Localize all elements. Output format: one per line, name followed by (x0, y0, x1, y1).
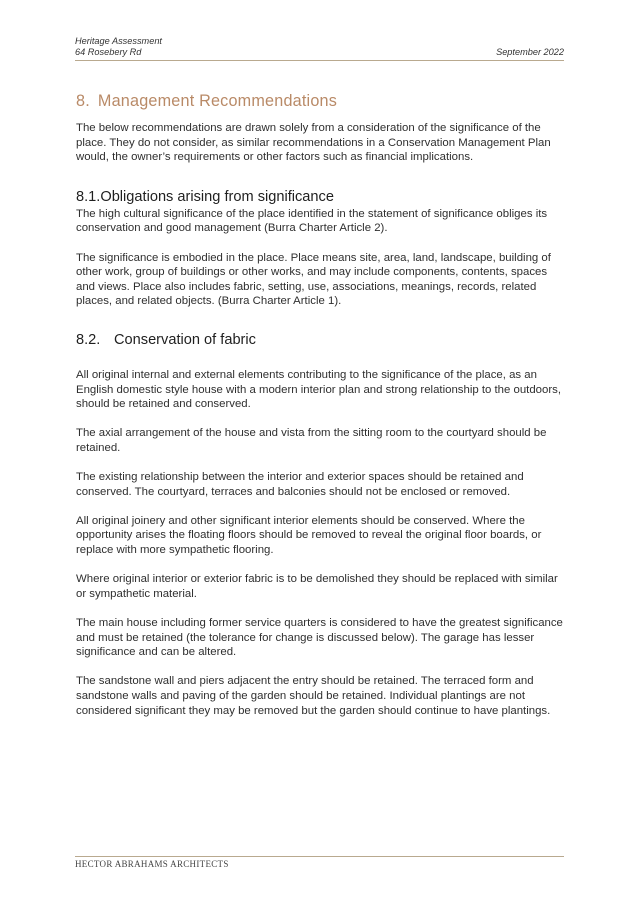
section-8-2-heading (76, 331, 563, 349)
paragraph: The high cultural significance of the place identified in the statement of significance obliges its conservation and good management (Burra Charter Article 2). (76, 207, 548, 235)
section-8-1-number: 8.1. (76, 188, 101, 205)
document-date: September 2022 (496, 47, 564, 57)
document-title: Heritage Assessment (75, 36, 162, 46)
paragraph: All original internal and external elements contributing to the significance of the place, as an English domestic style house with a modern interior plan and strong relationship to the outdoors, should be retained and conserved. (76, 368, 562, 411)
section-8-number: 8. (76, 92, 90, 110)
header-left (75, 36, 162, 58)
property-address: 64 Rosebery Rd (75, 47, 142, 57)
firm-name: HECTOR ABRAHAMS ARCHITECTS (75, 859, 229, 869)
section-8-1-title: Obligations arising from significance (100, 188, 334, 205)
section-8-2-number: 8.2. (76, 331, 101, 348)
paragraph: Where original interior or exterior fabric is to be demolished they should be replaced with similar or sympathetic material. (76, 573, 558, 600)
section-8-intro: The below recommendations are drawn solely from a consideration of the significance of the place. They do not consider, as similar recommendations in a Conservation Management Plan would, the owner’s requirements or other factors such as financial implications. (76, 122, 551, 164)
paragraph: The significance is embodied in the place. Place means site, area, land, landscape, building of other work, group of buildings or other works, and may include components, contents, spaces and views. Place also includes fabric, setting, use, associations, meanings, records, related places, and related objects. (Burra Charter Article 1). (76, 251, 551, 308)
section-8-heading (76, 91, 563, 111)
paragraph: The existing relationship between the interior and exterior spaces should be retained and conserved. The courtyard, terraces and balconies should not be enclosed or removed. (76, 471, 524, 498)
section-8-2-title: Conservation of fabric (114, 331, 256, 348)
section-8-title: Management Recommendations (97, 92, 338, 110)
paragraph: All original joinery and other significant interior elements should be conserved. Where the opportunity arises the floating floors should be removed to reveal the original floor boards, or replace with more sympathetic flooring. (76, 514, 542, 557)
page-header (75, 36, 564, 61)
page-footer (75, 856, 564, 869)
paragraph: The axial arrangement of the house and vista from the sitting room to the courtyard should be retained. (76, 427, 547, 454)
paragraph: The sandstone wall and piers adjacent the entry should be retained. The terraced form and sandstone walls and paving of the garden should be retained. Individual plantings are not considered significant they may be removed but the garden should continue to have plantings. (76, 675, 551, 717)
section-8-1-heading (76, 188, 563, 206)
paragraph: The main house including former service quarters is considered to have the greatest significance and must be retained (the tolerance for change is discussed below). The garage has lesser significance and can be altered. (76, 617, 563, 659)
page-content (76, 91, 563, 718)
